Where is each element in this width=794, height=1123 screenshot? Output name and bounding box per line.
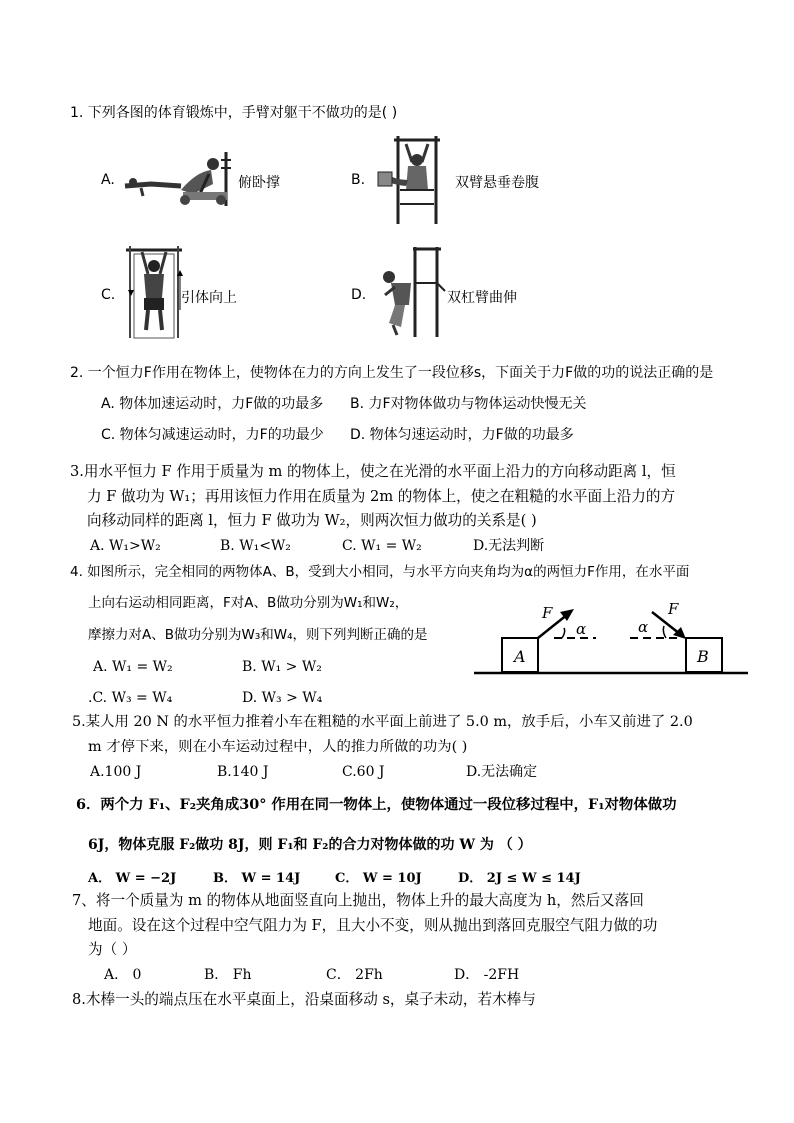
q2-stem: 2. 一个恒力F作用在物体上，使物体在力的方向上发生了一段位移s，下面关于力F做的功的说法正确的是 — [70, 365, 714, 381]
block-a-label: A — [514, 647, 526, 666]
pushup-illustration — [121, 150, 237, 210]
q6-option-d: D． 2J ≤ W ≤ 14J — [458, 871, 581, 886]
q1-stem: 1. 下列各图的体育锻炼中，手臂对躯干不做功的是( ) — [70, 105, 398, 121]
angle-a-label: α — [576, 620, 587, 638]
q4-option-a: A. W₁ = W₂ — [93, 659, 173, 675]
q4-line-2: 上向右运动相同距离，F对A、B做功分别为W₁和W₂， — [88, 595, 409, 611]
q2-option-c: C. 物体匀减速运动时，力F的功最少 — [101, 427, 324, 443]
q4-option-b: B. W₁ > W₂ — [242, 659, 322, 675]
q7-option-b: B． Fh — [204, 967, 252, 983]
q5-line-2: m 才停下来，则在小车运动过程中，人的推力所做的功为( ) — [88, 739, 468, 755]
q6-option-a: A． W = −2J — [88, 871, 177, 886]
force-a-label: F — [542, 604, 553, 622]
q7-line-1: 7、将一个质量为 m 的物体从地面竖直向上抛出，物体上升的最大高度为 h，然后又落回 — [72, 892, 644, 909]
q7-option-c: C． 2Fh — [326, 967, 383, 983]
q5-option-d: D.无法确定 — [466, 764, 538, 780]
q4-option-c: .C. W₃ = W₄ — [88, 690, 173, 706]
q4-force-diagram — [470, 596, 752, 680]
q7-option-d: D． -2FH — [454, 967, 520, 983]
q1-option-b-letter: B. — [351, 172, 366, 188]
q1-option-c-letter: C. — [101, 287, 116, 303]
q3-line-3: 向移动同样的距离 l，恒力 F 做功为 W₂，则两次恒力做功的关系是( ) — [87, 512, 537, 529]
q1-option-b-caption: 双臂悬垂卷腹 — [455, 175, 539, 191]
pullup-illustration — [124, 244, 184, 342]
block-b-label: B — [697, 647, 709, 666]
q2-option-b: B. 力F对物体做功与物体运动快慢无关 — [350, 396, 587, 412]
force-b-label: F — [668, 600, 679, 618]
parallel-bar-dip-illustration — [375, 243, 447, 339]
q1-option-a-caption: 俯卧撑 — [238, 175, 280, 191]
q1-option-c-caption: 引体向上 — [181, 290, 237, 306]
q3-option-c: C. W₁ = W₂ — [342, 538, 422, 554]
q4-line-3: 摩擦力对A、B做功分别为W₃和W₄，则下列判断正确的是 — [88, 627, 428, 643]
q7-option-a: A． 0 — [104, 967, 142, 983]
q1-option-d-letter: D. — [351, 287, 367, 303]
q1-option-a-letter: A. — [101, 172, 115, 188]
q5-line-1: 5.某人用 20 N 的水平恒力推着小车在粗糙的水平面上前进了 5.0 m，放手后，小车又前进了 2.0 — [72, 714, 693, 730]
q5-option-b: B.140 J — [217, 764, 269, 780]
q2-option-a: A. 物体加速运动时，力F做的功最多 — [101, 396, 324, 412]
q3-option-a: A. W₁>W₂ — [90, 538, 161, 554]
q6-line-1: 6．两个力 F₁、F₂夹角成30° 作用在同一物体上，使物体通过一段位移过程中，F₁对物体做功 — [76, 796, 677, 813]
q3-line-1: 3.用水平恒力 F 作用于质量为 m 的物体上，使之在光滑的水平面上沿力的方向移动距离 l，恒 — [70, 463, 676, 480]
q6-option-b: B． W = 14J — [213, 871, 301, 886]
q4-option-d: D. W₃ > W₄ — [242, 690, 323, 706]
q3-option-b: B. W₁<W₂ — [220, 538, 291, 554]
q6-option-c: C． W = 10J — [335, 871, 422, 886]
q7-line-2: 地面。设在这个过程中空气阻力为 F，且大小不变，则从抛出到落回克服空气阻力做的功 — [88, 917, 658, 934]
q1-option-d-caption: 双杠臂曲伸 — [447, 290, 517, 306]
hanging-crunch-illustration — [376, 134, 452, 226]
q5-option-a: A.100 J — [90, 764, 142, 780]
q6-line-2: 6J，物体克服 F₂做功 8J，则 F₁和 F₂的合力对物体做的功 W 为 （ ） — [88, 837, 532, 853]
q8-line-1: 8.木棒一头的端点压在水平桌面上，沿桌面移动 s，桌子未动，若木棒与 — [72, 991, 536, 1008]
q3-line-2: 力 F 做功为 W₁；再用该恒力作用在质量为 2m 的物体上，使之在粗糙的水平面上沿力的方 — [87, 488, 676, 505]
q3-option-d: D.无法判断 — [473, 538, 545, 554]
q5-option-c: C.60 J — [342, 764, 385, 780]
angle-b-label: α — [638, 618, 649, 636]
q2-option-d: D. 物体匀速运动时，力F做的功最多 — [350, 427, 574, 443]
q4-line-1: 4. 如图所示，完全相同的两物体A、B，受到大小相同，与水平方向夹角均为α的两恒力F作用，在水平面 — [70, 564, 690, 580]
q7-line-3: 为（ ） — [88, 941, 137, 958]
